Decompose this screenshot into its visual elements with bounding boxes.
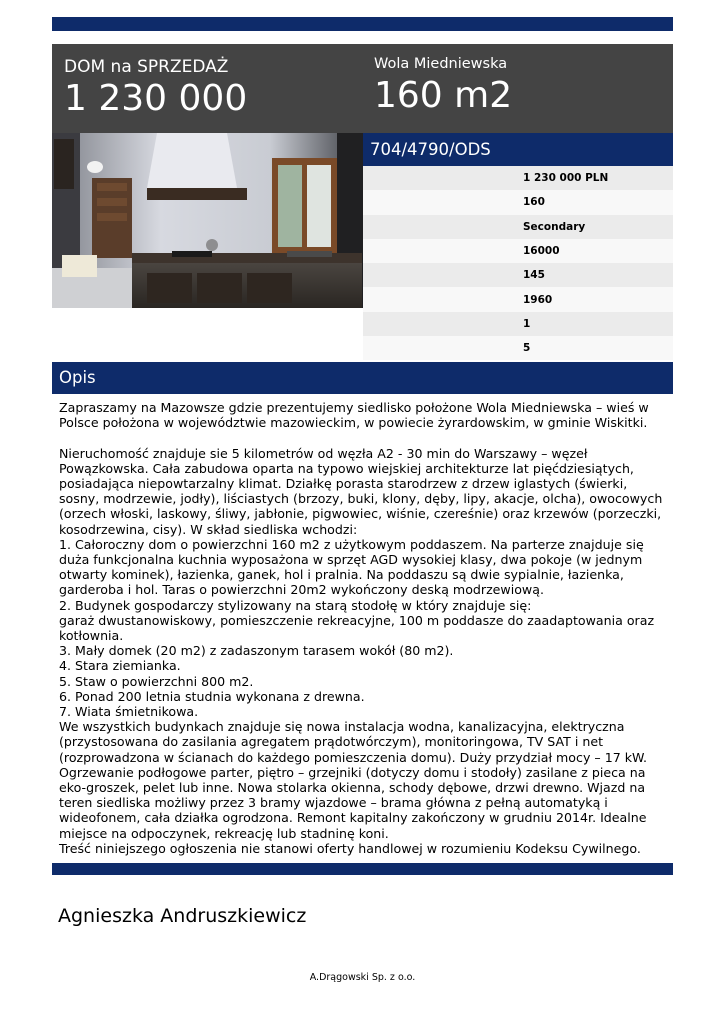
- details-value: 1: [523, 317, 531, 330]
- listing-location: Wola Miedniewska: [374, 56, 508, 72]
- listing-area: 160 m2: [374, 75, 513, 116]
- details-row-price: [363, 166, 673, 190]
- listing-type: DOM na SPRZEDAŻ: [64, 57, 229, 77]
- description-text: Zapraszamy na Mazowsze gdzie prezentujemy siedlisko położone Wola Miedniewska – wieś w Polsce położona w województwie mazowieckim, w powiecie żyrardowskim, w gminie Wiskitki. Nieruchomość znajduje sie 5 kilometrów od węzła A2 - 30 min do Warszawy – węzeł Powązkowska. Cała zabudowa oparta na typowo wiejskiej architekturze lat pięćdziesiątych, posiadająca niepowtarzalny klimat. Działkę porasta starodrzew z drzew iglastych (świerki, sosny, modrzewie, jodły), liściastych (brzozy, buki, klony, dęby, lipy, akacje, olcha), owocowych (orzech włoski, laskowy, śliwy, jabłonie, pigwowiec, wiśnie, czereśnie) oraz krzewów (porzeczki, kosodrzewina, cisy). W skład siedliska wchodzi: 1. Całoroczny dom o powierzchni 160 m2 z użytkowym poddaszem. Na parterze znajduje się duża funkcjonalna kuchnia wyposażona w sprzęt AGD wysokiej klasy, dwa pokoje (w jednym otwarty kominek), łazienka, ganek, hol i pralnia. Na poddaszu są dwie sypialnie, łazienka, garderoba i hol. Taras o powierzchni 20m2 wykończony deską modrzewiową. 2. Budynek gospodarczy stylizowany na starą stodołę w który znajduje się: garaż dwustanowiskowy, pomieszczenie rekreacyjne, 100 m poddasze do zaadaptowania oraz kotłownia. 3. Mały domek (20 m2) z zadaszonym tarasem wokół (80 m2). 4. Stara ziemianka. 5. Staw o powierzchni 800 m2. 6. Ponad 200 letnia studnia wykonana z drewna. 7. Wiata śmietnikowa. We wszystkich budynkach znajduje się nowa instalacja wodna, kanalizacyjna, elektryczna (przystosowana do zasilania agregatem prądotwórczym), monitoringowa, TV SAT i net (rozprowadzona w ścianach do każdego pomieszczenia domu). Duży przydział mocy – 17 kW. Ogrzewanie podłogowe parter, piętro – grzejniki (dotyczy domu i stodoły) zasilane z pieca na eko-groszek, pelet lub inne. Nowa stolarka okienna, schody dębowe, drzwi drewno. Wjazd na teren siedliska możliwy przez 3 bramy wjazdowe – brama główna z pełną automatyką i wideofonem, cała działka ogrodzona. Remont kapitalny zakończony w grudniu 2014r. Idealne miejsce na odpoczynek, rekreację lub stadninę koni. Treść niniejszego ogłoszenia nie stanowi oferty handlowej w rozumieniu Kodeksu Cywilnego.: [59, 400, 663, 856]
- details-value: 16000: [523, 245, 560, 258]
- listing-header: [52, 44, 673, 133]
- details-row: [363, 263, 673, 287]
- description-heading: Opis: [52, 362, 673, 394]
- bottom-accent-bar: [52, 863, 673, 875]
- details-row: [363, 239, 673, 263]
- reference-number: 704/4790/ODS: [363, 133, 673, 166]
- details-row: [363, 215, 673, 239]
- details-value: 1960: [523, 293, 553, 306]
- details-row: [363, 312, 673, 336]
- details-row: [363, 336, 673, 360]
- details-value: 5: [523, 342, 531, 355]
- details-value: 145: [523, 269, 545, 282]
- agent-name: Agnieszka Andruszkiewicz: [58, 905, 307, 927]
- details-value: Secondary: [523, 220, 586, 233]
- kitchen-photo-image: [52, 133, 363, 308]
- details-table: [363, 166, 673, 360]
- details-row: [363, 190, 673, 214]
- details-value: 1 230 000 PLN: [523, 172, 609, 185]
- property-photo: [52, 133, 363, 308]
- top-accent-bar: [52, 17, 673, 31]
- details-row: [363, 287, 673, 311]
- company-name: A.Drągowski Sp. z o.o.: [309, 972, 416, 983]
- listing-price: 1 230 000: [64, 78, 248, 119]
- details-value: 160: [523, 196, 545, 209]
